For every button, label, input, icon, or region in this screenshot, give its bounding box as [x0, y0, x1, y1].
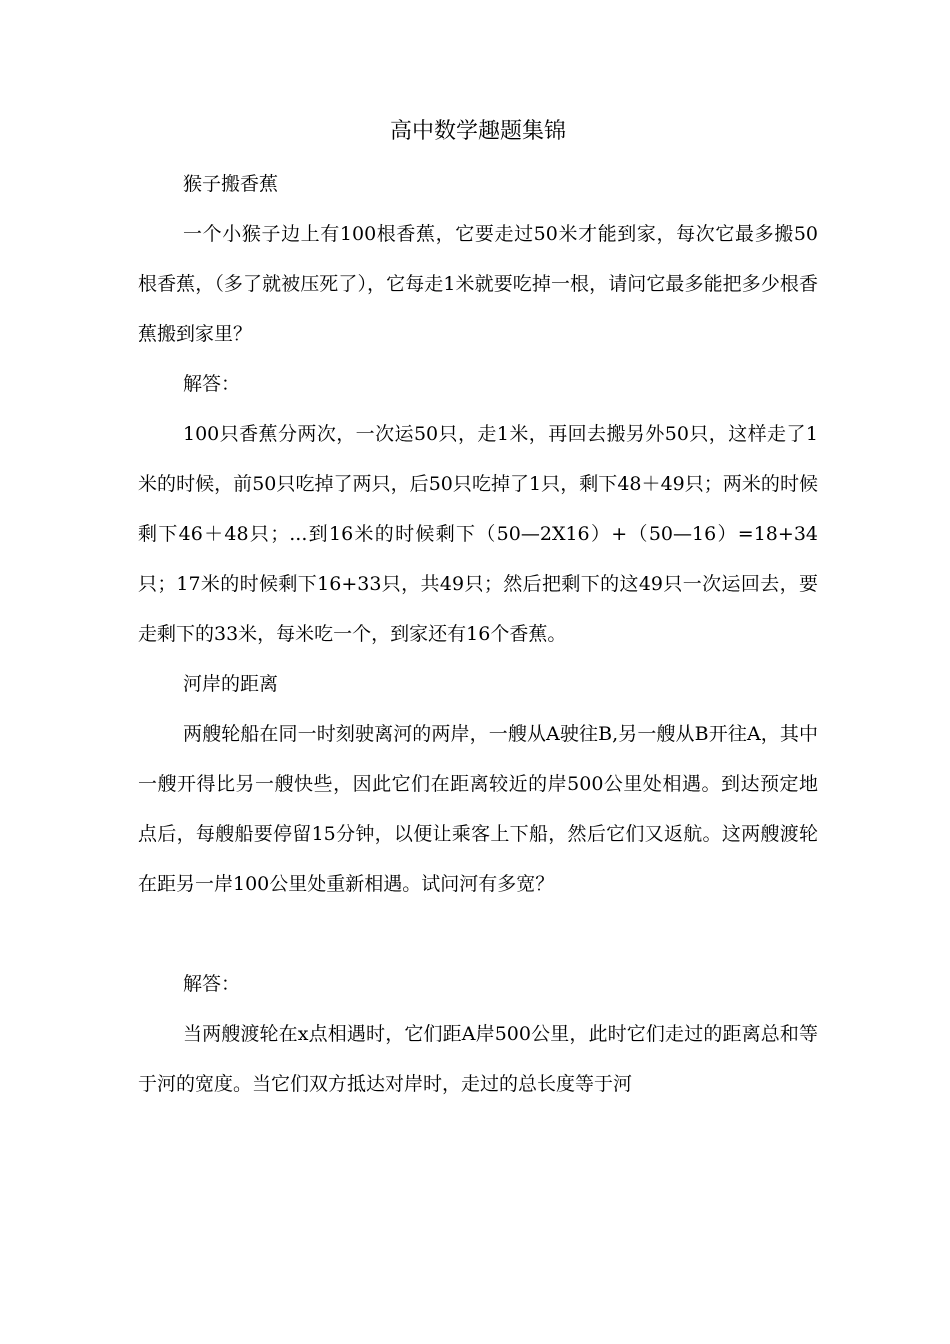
problem-2-heading: 河岸的距离: [183, 673, 279, 695]
problem-1-heading: 猴子搬香蕉: [183, 173, 279, 195]
problem-1-question: 一个小猴子边上有100根香蕉，它要走过50米才能到家，每次它最多搬50根香蕉，（多了就被压死了），它每走1米就要吃掉一根，请问它最多能把多少根香蕉搬到家里？: [138, 223, 818, 345]
document-title: 高中数学趣题集锦: [389, 119, 566, 144]
problem-2-answer-label: 解答：: [183, 973, 241, 995]
blank-line: [138, 909, 818, 959]
problem-1-answer-label: 解答：: [183, 373, 241, 395]
problem-2-answer: 当两艘渡轮在x点相遇时，它们距A岸500公里，此时它们走过的距离总和等于河的宽度。当它们双方抵达对岸时，走过的总长度等于河: [138, 1023, 818, 1095]
problem-1-answer: 100只香蕉分两次，一次运50只，走1米，再回去搬另外50只，这样走了1米的时候，前50只吃掉了两只，后50只吃掉了1只，剩下48＋49只；两米的时候剩下46＋48只；...到16米的时候剩下（50—2X16）+（50—16）=18+34只；17米的时候剩下16+33只，共49只；然后把剩下的这49只一次运回去，要走剩下的33米，每米吃一个，到家还有16个香蕉。: [138, 423, 818, 645]
problem-2-question: 两艘轮船在同一时刻驶离河的两岸，一艘从A驶往B,另一艘从B开往A，其中一艘开得比另一艘快些，因此它们在距离较近的岸500公里处相遇。到达预定地点后，每艘船要停留15分钟，以便让乘客上下船，然后它们又返航。这两艘渡轮在距另一岸100公里处重新相遇。试问河有多宽？: [138, 723, 818, 895]
document-page: [138, 110, 818, 1109]
